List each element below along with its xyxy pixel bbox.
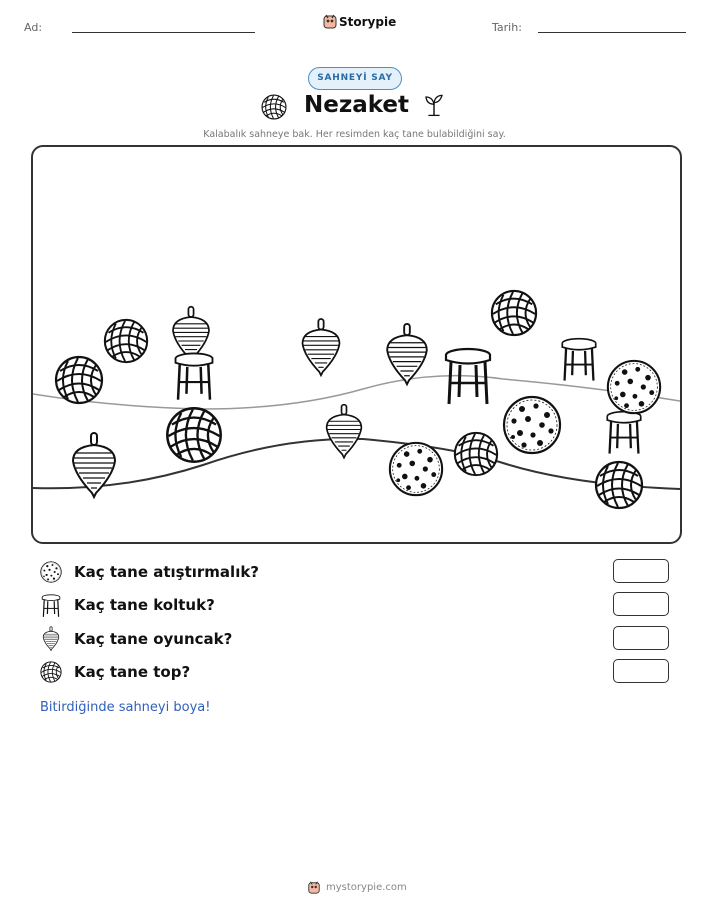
sprout-icon — [422, 92, 446, 118]
stool-1 — [176, 353, 213, 399]
answer-box-seat[interactable] — [613, 592, 669, 616]
cookie-1 — [608, 361, 660, 413]
background-hill-line — [33, 376, 680, 409]
stool-3 — [562, 339, 595, 381]
yarn-ball-5 — [455, 433, 497, 475]
spinning-top-icon — [40, 626, 62, 652]
yarn-ball-1 — [56, 357, 102, 403]
instructions: Kalabalık sahneye bak. Her resimden kaç tane bulabildiğini say. — [203, 129, 506, 140]
answer-box-toy[interactable] — [613, 626, 669, 650]
spinning-top-4 — [327, 405, 362, 458]
yarn-ball-icon — [40, 661, 62, 683]
answer-box-snack[interactable] — [613, 559, 669, 583]
cookie-icon — [40, 561, 62, 583]
question-text: Kaç tane koltuk? — [74, 596, 215, 614]
yarn-ball-3 — [167, 408, 220, 461]
stool-4 — [607, 412, 640, 454]
date-field[interactable] — [538, 32, 686, 33]
cookie-3 — [390, 443, 442, 495]
page-title: Nezaket — [304, 92, 410, 118]
name-field[interactable] — [72, 32, 255, 33]
yarn-ball-icon — [261, 94, 287, 120]
footer-url[interactable]: mystorypie.com — [326, 882, 407, 893]
question-text: Kaç tane oyuncak? — [74, 630, 233, 648]
counting-scene — [31, 145, 682, 544]
yarn-ball-6 — [596, 462, 642, 508]
spinning-top-3 — [387, 324, 427, 384]
answer-box-ball[interactable] — [613, 659, 669, 683]
foreground-hill-line — [33, 439, 680, 489]
yarn-ball-2 — [105, 320, 147, 362]
spinning-top-2 — [303, 319, 340, 375]
storypie-logo-icon — [322, 12, 338, 30]
question-text: Kaç tane atıştırmalık? — [74, 563, 260, 581]
date-label: Tarih: — [492, 21, 522, 34]
cookie-2 — [504, 397, 560, 453]
brand-name: Storypie — [339, 15, 397, 29]
section-badge: SAHNEYİ SAY — [308, 67, 402, 90]
yarn-ball-4 — [492, 291, 536, 335]
stool-icon — [40, 594, 62, 618]
question-text: Kaç tane top? — [74, 663, 191, 681]
name-label: Ad: — [24, 21, 43, 34]
storypie-footer-logo-icon — [307, 879, 321, 895]
brand-logo — [322, 12, 338, 34]
coloring-instruction: Bitirdiğinde sahneyi boya! — [40, 700, 211, 715]
